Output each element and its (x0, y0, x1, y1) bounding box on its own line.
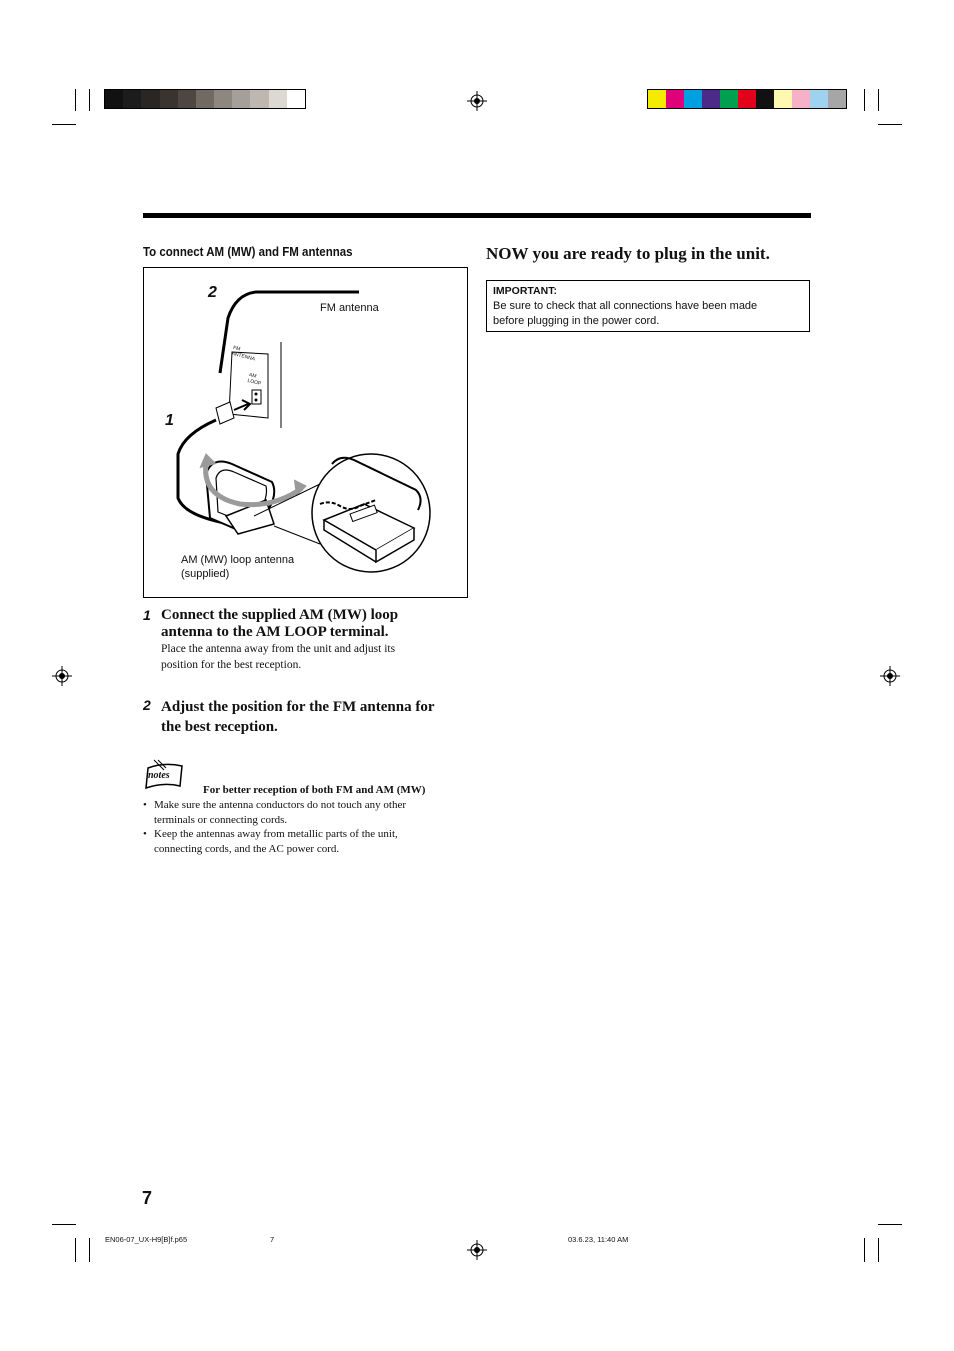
color-swatch (702, 90, 720, 108)
figure-marker-2: 2 (208, 284, 217, 301)
registration-mark-icon (880, 666, 900, 686)
color-swatch (123, 90, 141, 108)
important-box: IMPORTANT: Be sure to check that all connections have been made before plugging in the power cord. (486, 280, 810, 332)
footer-file: EN06-07_UX-H9[B]f.p65 (105, 1235, 188, 1244)
registration-mark-icon (52, 666, 72, 686)
step-1 (143, 607, 463, 673)
notes-icon: notes (144, 758, 186, 790)
color-swatch (666, 90, 684, 108)
notes-heading: For better reception of both FM and AM (MW) (203, 784, 426, 796)
color-swatch (810, 90, 828, 108)
color-swatch (720, 90, 738, 108)
grayscale-calibration-bar (104, 89, 306, 109)
figure-marker-1: 1 (165, 412, 174, 429)
footer-timestamp: 03.6.23, 11:40 AM (568, 1235, 629, 1244)
step-body: Place the antenna away from the unit and adjust its position for the best reception. (161, 643, 396, 671)
step-number: 2 (143, 697, 151, 713)
color-swatch (756, 90, 774, 108)
page-title: NOW you are ready to plug in the unit. (486, 244, 770, 263)
section-heading: To connect AM (MW) and FM antennas (143, 245, 353, 259)
step-number: 1 (143, 607, 151, 623)
color-swatch (828, 90, 846, 108)
list-item: • Make sure the antenna conductors do not touch any other terminals or connecting cords. (143, 798, 443, 827)
step-title: Adjust the position for the FM antenna for the best reception. (161, 699, 435, 735)
am-loop-antenna-label: AM (MW) loop antenna (supplied) (181, 554, 295, 580)
color-swatch (738, 90, 756, 108)
color-swatch (792, 90, 810, 108)
notes-list (143, 798, 443, 856)
am-terminal-label: AM LOOP (246, 372, 262, 388)
color-swatch (269, 90, 287, 108)
fm-antenna-label: FM antenna (320, 302, 379, 314)
registration-mark-icon (467, 1240, 487, 1260)
antenna-illustration (144, 268, 467, 597)
color-swatch (648, 90, 666, 108)
color-swatch (287, 90, 305, 108)
registration-mark-icon (467, 91, 487, 111)
color-swatch (178, 90, 196, 108)
step-2 (143, 697, 463, 737)
antenna-connection-figure (143, 267, 468, 598)
color-swatch (105, 90, 123, 108)
color-swatch (774, 90, 792, 108)
color-swatch (250, 90, 268, 108)
step-title: Connect the supplied AM (MW) loop antenna to the AM LOOP terminal. (161, 607, 399, 640)
color-swatch (160, 90, 178, 108)
fm-terminal-label: FM ANTENNA (230, 345, 256, 363)
section-rule (143, 213, 811, 218)
list-item: • Keep the antennas away from metallic parts of the unit, connecting cords, and the AC power cord. (143, 827, 443, 856)
color-swatch (196, 90, 214, 108)
important-label: IMPORTANT: (493, 285, 557, 297)
color-swatch (141, 90, 159, 108)
footer-page: 7 (270, 1235, 275, 1244)
page-number: 7 (142, 1188, 153, 1208)
color-swatch (232, 90, 250, 108)
color-calibration-bar (647, 89, 847, 109)
color-swatch (684, 90, 702, 108)
color-swatch (214, 90, 232, 108)
